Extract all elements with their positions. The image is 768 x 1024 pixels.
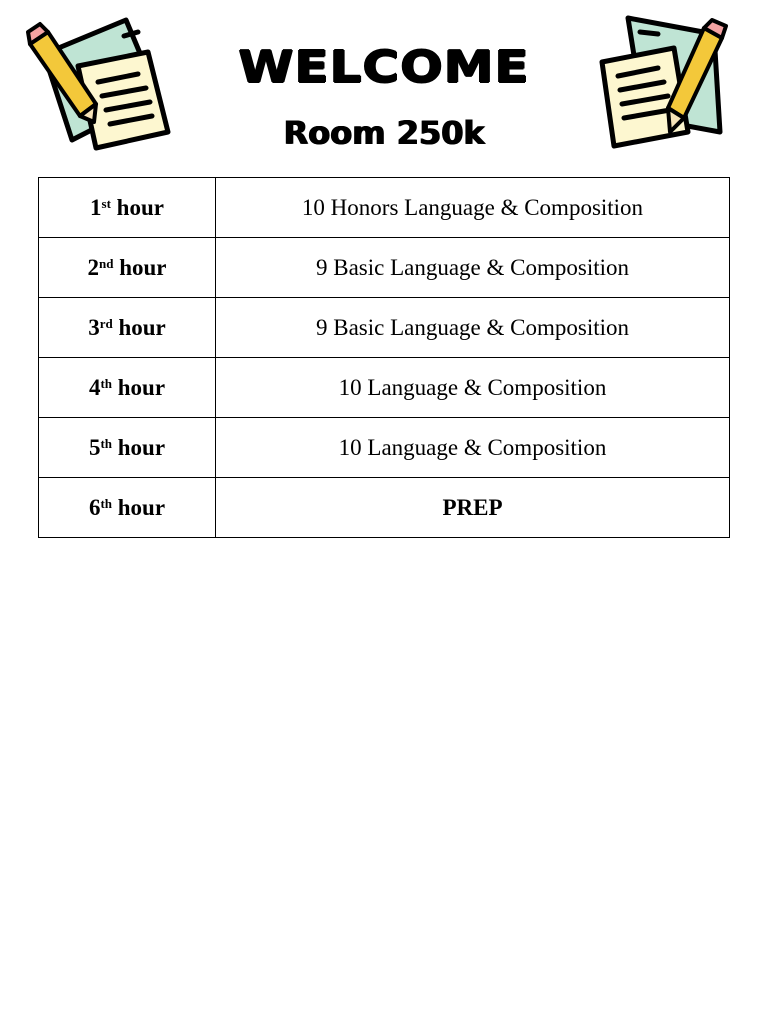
period-word: hour (117, 374, 166, 400)
course-cell: 9 Basic Language & Composition (216, 238, 730, 298)
period-ordinal-suffix: rd (99, 315, 113, 331)
period-number: 3 (88, 314, 100, 340)
period-cell (39, 298, 216, 358)
period-ordinal-suffix: th (100, 375, 112, 391)
period-number: 6 (88, 494, 101, 520)
schedule-row (39, 478, 730, 538)
period-cell (39, 238, 216, 298)
period-cell (39, 178, 216, 238)
schedule-row (39, 178, 730, 238)
period-cell (39, 418, 216, 478)
period-word: hour (118, 314, 166, 340)
course-cell: 10 Language & Composition (216, 418, 730, 478)
schedule-row (39, 298, 730, 358)
period-ordinal-suffix: st (101, 195, 111, 211)
course-cell: 9 Basic Language & Composition (216, 298, 730, 358)
paper-and-pencil-icon (588, 14, 738, 156)
period-word: hour (117, 434, 166, 460)
period-number: 1 (90, 194, 102, 220)
period-word: hour (117, 494, 166, 520)
course-cell: 10 Honors Language & Composition (216, 178, 730, 238)
schedule-row (39, 418, 730, 478)
period-word: hour (119, 254, 167, 280)
course-cell: 10 Language & Composition (216, 358, 730, 418)
period-number: 5 (88, 434, 101, 460)
period-ordinal-suffix: th (100, 495, 112, 511)
class-schedule-table (38, 177, 730, 538)
period-word: hour (116, 194, 164, 220)
schedule-row (39, 358, 730, 418)
page-header (0, 0, 768, 170)
period-cell (39, 358, 216, 418)
period-number: 2 (87, 254, 99, 280)
period-ordinal-suffix: nd (98, 255, 114, 271)
page-title: WELCOME (238, 41, 530, 93)
room-subtitle: Room 250k (283, 114, 485, 152)
period-number: 4 (88, 374, 101, 400)
course-cell: PREP (216, 478, 730, 538)
schedule-row (39, 238, 730, 298)
period-ordinal-suffix: th (100, 435, 112, 451)
period-cell (39, 478, 216, 538)
